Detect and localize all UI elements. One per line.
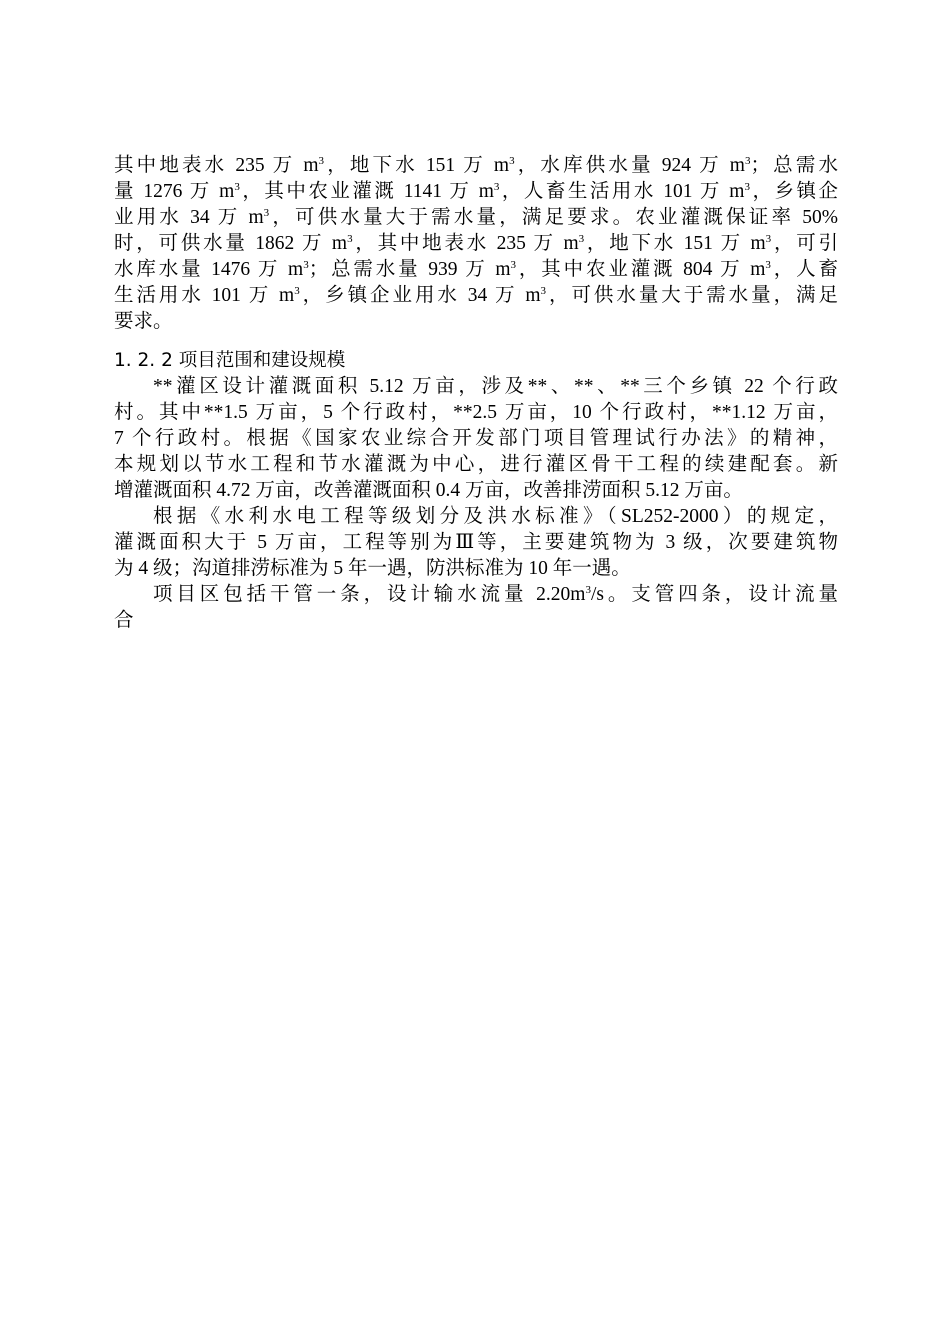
text-line: 量 1276 万 $m^3$，其中农业灌溉 1141 万 $m^3$，人畜生活用水 101 万 $m^3$，乡镇企 <box>114 180 838 202</box>
document-body <box>114 153 838 634</box>
paragraph-pipelines <box>114 582 838 634</box>
section-heading: 1. 2. 2 项目范围和建设规模 <box>114 350 346 371</box>
text-line: 增灌溉面积 4.72 万亩，改善灌溉面积 0.4 万亩，改善排涝面积 5.12 万亩。 <box>114 480 743 501</box>
text-line: 合 <box>114 610 134 631</box>
text-line: 为 4 级；沟道排涝标准为 5 年一遇，防洪标准为 10 年一遇。 <box>114 558 631 579</box>
text-line: **灌区设计灌溉面积 5.12 万亩，涉及**、**、**三个乡镇 22 个行政 <box>153 376 838 397</box>
paragraph-water-supply <box>114 153 838 335</box>
text-line: 本规划以节水工程和节水灌溉为中心，进行灌区骨干工程的续建配套。新 <box>114 454 838 475</box>
text-line: 其中地表水 235 万 $m^3$，地下水 151 万 $m^3$，水库供水量 924 万 $m^3$；总需水 <box>114 154 838 176</box>
paragraph-project-scope <box>114 374 838 504</box>
text-line: 灌溉面积大于 5 万亩，工程等别为Ⅲ等，主要建筑物为 3 级，次要建筑物 <box>114 532 838 553</box>
text-line: 业用水 34 万 $m^3$，可供水量大于需水量，满足要求。农业灌溉保证率 50% <box>114 206 838 228</box>
text-line: 时，可供水量 1862 万 $m^3$，其中地表水 235 万 $m^3$，地下水 151 万 $m^3$，可引 <box>114 232 838 254</box>
text-line: 根据《水利水电工程等级划分及洪水标准》（SL252-2000）的规定， <box>153 506 838 527</box>
paragraph-engineering-grade <box>114 504 838 582</box>
text-line: 水库水量 1476 万 $m^3$；总需水量 939 万 $m^3$，其中农业灌溉 804 万 $m^3$，人畜 <box>114 258 838 280</box>
text-line: 项目区包括干管一条，设计输水流量 $2.20m^3/s$。支管四条，设计流量 <box>153 583 838 605</box>
text-line: 生活用水 101 万 $m^3$，乡镇企业用水 34 万 $m^3$，可供水量大于需水量，满足 <box>114 284 838 306</box>
text-line: 7 个行政村。根据《国家农业综合开发部门项目管理试行办法》的精神， <box>114 428 838 449</box>
text-line: 要求。 <box>114 311 173 332</box>
text-line: 村。其中**1.5 万亩，5 个行政村，**2.5 万亩，10 个行政村，**1.12 万亩， <box>114 402 838 423</box>
